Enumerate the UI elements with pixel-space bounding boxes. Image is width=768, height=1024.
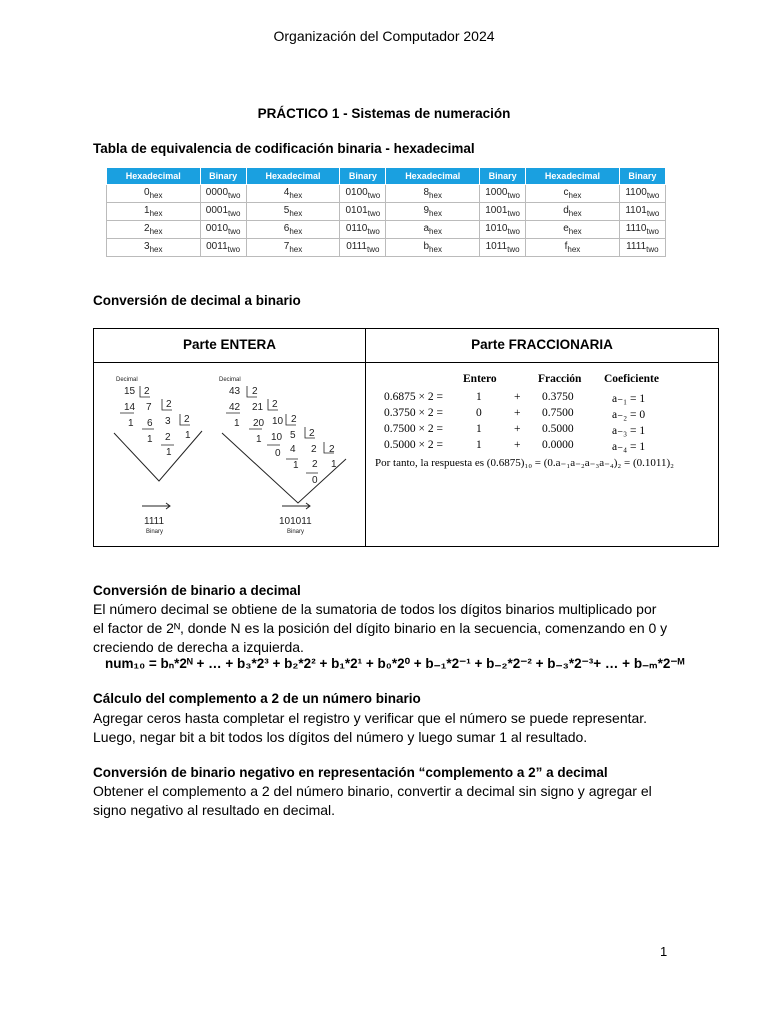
equiv-cell: $0111_{two}$ [340, 239, 386, 257]
svg-text:7: 7 [146, 402, 152, 413]
equiv-cell: $0110_{two}$ [340, 221, 386, 239]
fraction-plus: + [514, 391, 521, 403]
equiv-cell: $3_{hex}$ [107, 239, 201, 257]
equiv-cell: $4_{hex}$ [246, 185, 340, 203]
fraction-coef: a₋₄ = 1 [612, 441, 646, 453]
conversion-box: Parte ENTERA Parte FRACCIONARIA Decimal 15 2 14 7 2 1 6 3 2 1 2 1 1 1111 Binary Decimal 43 2 42 21 2 1 20 10 2 1 10 5 2 0 4 2 2 1 2 1 0 101011 Binary Entero Fracción Coeficiente 0.6875 × 2 = 1 + 0.3750 a₋₁ = 1 0.3750 × 2 = 0 + 0.7500 a₋₂ = 0 0.7500 × 2 = 1 + 0.5000 a₋₃ = 1 0.5000 × 2 = 1 + 0.0000 a₋₄ = 1 Por tanto, la respuesta es (0.6875)₁₀ = (0.a₋₁a₋₂a₋₃a₋₄)₂ = (0.1011)₂ [93, 328, 719, 547]
svg-text:21: 21 [252, 402, 264, 413]
svg-text:2: 2 [272, 399, 278, 410]
fraction-plus: + [514, 423, 521, 435]
ex1-result: 1111 [144, 516, 165, 527]
svg-text:42: 42 [229, 402, 241, 413]
ex2-label: Decimal [219, 377, 241, 383]
ex2-result: 101011 [279, 516, 312, 527]
page-number: 1 [660, 944, 668, 959]
equiv-cell: $c_{hex}$ [526, 185, 620, 203]
equiv-cell: $e_{hex}$ [526, 221, 620, 239]
bin-dec-heading: Conversión de binario a decimal [93, 583, 301, 598]
svg-text:2: 2 [291, 414, 297, 425]
svg-text:1: 1 [166, 447, 172, 458]
svg-text:1: 1 [256, 434, 262, 445]
svg-text:1: 1 [147, 434, 153, 445]
neg-heading: Conversión de binario negativo en representación “complemento a 2” a decimal [93, 765, 608, 780]
fraction-expr: 0.5000 × 2 = [384, 439, 443, 451]
equiv-cell: $7_{hex}$ [246, 239, 340, 257]
fraction-ent: 0 [476, 407, 482, 419]
svg-text:5: 5 [290, 430, 296, 441]
equiv-cell: $9_{hex}$ [386, 203, 480, 221]
equiv-header-cell: Hexadecimal [107, 168, 201, 185]
equiv-cell: $0_{hex}$ [107, 185, 201, 203]
ex1-label: Decimal [116, 377, 138, 383]
table-row [107, 185, 666, 203]
fraction-coef: a₋₃ = 1 [612, 425, 646, 437]
svg-text:3: 3 [165, 416, 171, 427]
bin-dec-paragraph: El número decimal se obtiene de la sumatoria de todos los dígitos binarios multiplicado por el factor de 2ᴺ, donde N es la posición del dígito binario en la secuencia, comenzando en 0 y creciendo de derecha a izquierda. [93, 601, 668, 655]
table-row [107, 239, 666, 257]
svg-text:2: 2 [311, 444, 317, 455]
dec-bin-heading: Conversión de decimal a binario [93, 293, 301, 308]
fraction-plus: + [514, 407, 521, 419]
equiv-cell: $b_{hex}$ [386, 239, 480, 257]
equiv-cell: $5_{hex}$ [246, 203, 340, 221]
fraction-expr: 0.3750 × 2 = [384, 407, 443, 419]
svg-text:20: 20 [253, 418, 265, 429]
svg-text:2: 2 [184, 414, 190, 425]
svg-text:Binary: Binary [287, 529, 305, 535]
fraction-frac: 0.7500 [542, 407, 574, 419]
svg-text:10: 10 [271, 432, 283, 443]
svg-text:43: 43 [229, 386, 241, 397]
equiv-cell: $d_{hex}$ [526, 203, 620, 221]
equiv-cell: $2_{hex}$ [107, 221, 201, 239]
equiv-cell: $1100_{two}$ [619, 185, 665, 203]
svg-text:10: 10 [272, 416, 284, 427]
equiv-cell: $1110_{two}$ [619, 221, 665, 239]
fraction-expr: 0.6875 × 2 = [384, 391, 443, 403]
equiv-cell: $1010_{two}$ [479, 221, 525, 239]
equiv-header-cell: Hexadecimal [246, 168, 340, 185]
svg-text:6: 6 [147, 418, 153, 429]
svg-text:2: 2 [252, 386, 258, 397]
equiv-cell: $8_{hex}$ [386, 185, 480, 203]
equiv-cell: $0001_{two}$ [200, 203, 246, 221]
svg-text:2: 2 [166, 399, 172, 410]
fraction-frac: 0.3750 [542, 391, 574, 403]
equiv-cell: $1000_{two}$ [479, 185, 525, 203]
equiv-header-cell: Binary [200, 168, 246, 185]
fraction-ent: 1 [476, 423, 482, 435]
svg-text:1: 1 [234, 418, 240, 429]
svg-text:14: 14 [124, 402, 136, 413]
fraction-ent: 1 [476, 391, 482, 403]
equiv-header-cell: Binary [619, 168, 665, 185]
equivalence-table [106, 167, 666, 257]
fraction-conclusion: Por tanto, la respuesta es (0.6875)₁₀ = (0.a₋₁a₋₂a₋₃a₋₄)₂ = (0.1011)₂ [375, 457, 674, 469]
comp2-heading: Cálculo del complemento a 2 de un número binario [93, 691, 421, 706]
equiv-cell: $0011_{two}$ [200, 239, 246, 257]
equiv-header-cell: Hexadecimal [526, 168, 620, 185]
equiv-cell: $1011_{two}$ [479, 239, 525, 257]
equiv-cell: $0100_{two}$ [340, 185, 386, 203]
page-header: Organización del Computador 2024 [273, 28, 495, 44]
equiv-cell: $0010_{two}$ [200, 221, 246, 239]
svg-text:1: 1 [128, 418, 134, 429]
equiv-cell: $0000_{two}$ [200, 185, 246, 203]
svg-text:2: 2 [144, 386, 150, 397]
svg-text:2: 2 [329, 444, 335, 455]
svg-text:2: 2 [312, 459, 318, 470]
fraction-frac: 0.0000 [542, 439, 574, 451]
equiv-header-cell: Binary [340, 168, 386, 185]
integer-division-diagram [94, 363, 364, 545]
equiv-cell: $1101_{two}$ [619, 203, 665, 221]
binary-sum-formula: num₁₀ = bₙ*2ᴺ + … + b₃*2³ + b₂*2² + b₁*2¹ + b₀*2⁰ + b₋₁*2⁻¹ + b₋₂*2⁻² + b₋₃*2⁻³+ … + b₋ₘ*2⁻ᴹ [105, 656, 685, 671]
neg-paragraph: Obtener el complemento a 2 del número binario, convertir a decimal sin signo y agregar el signo negativo al resultado en decimal. [93, 783, 652, 818]
svg-text:1: 1 [293, 460, 299, 471]
svg-text:0: 0 [312, 475, 318, 486]
equiv-heading: Tabla de equivalencia de codificación binaria - hexadecimal [93, 141, 475, 156]
svg-text:1: 1 [185, 430, 191, 441]
right-caption: Parte FRACCIONARIA [471, 337, 613, 352]
equiv-cell: $f_{hex}$ [526, 239, 620, 257]
svg-text:Binary: Binary [146, 529, 164, 535]
left-caption: Parte ENTERA [182, 337, 277, 352]
equiv-cell: $1_{hex}$ [107, 203, 201, 221]
equiv-cell: $6_{hex}$ [246, 221, 340, 239]
svg-text:15: 15 [124, 386, 136, 397]
svg-text:1: 1 [331, 459, 337, 470]
svg-text:2: 2 [165, 432, 171, 443]
equiv-cell: $0101_{two}$ [340, 203, 386, 221]
fraction-expr: 0.7500 × 2 = [384, 423, 443, 435]
fraction-frac: 0.5000 [542, 423, 574, 435]
svg-text:2: 2 [309, 428, 315, 439]
fraction-coef: a₋₁ = 1 [612, 393, 646, 405]
page-title: PRÁCTICO 1 - Sistemas de numeración [257, 106, 511, 121]
equiv-cell: $a_{hex}$ [386, 221, 480, 239]
fraction-plus: + [514, 439, 521, 451]
equiv-header-cell: Binary [479, 168, 525, 185]
svg-text:0: 0 [275, 448, 281, 459]
fraction-coef: a₋₂ = 0 [612, 409, 646, 421]
table-row [107, 221, 666, 239]
comp2-paragraph: Agregar ceros hasta completar el registro y verificar que el número se puede representar. Luego, negar bit a bit todos los dígitos del número y luego sumar 1 al resultado. [93, 710, 648, 745]
table-row [107, 203, 666, 221]
equiv-header-cell: Hexadecimal [386, 168, 480, 185]
svg-text:4: 4 [290, 444, 296, 455]
equiv-cell: $1001_{two}$ [479, 203, 525, 221]
equiv-cell: $1111_{two}$ [619, 239, 665, 257]
fraction-ent: 1 [476, 439, 482, 451]
